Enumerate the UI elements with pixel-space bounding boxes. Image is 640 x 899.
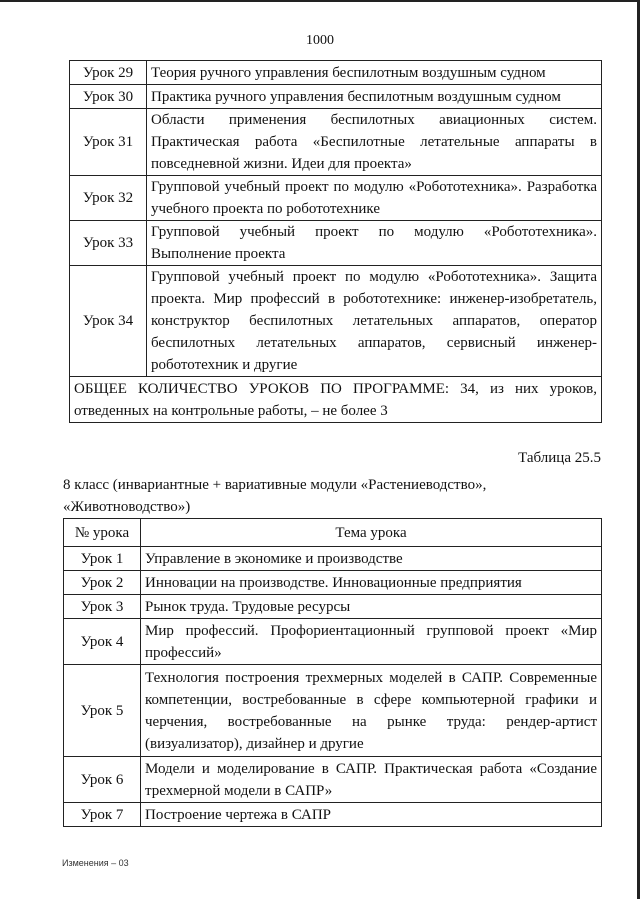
total-lessons-note: ОБЩЕЕ КОЛИЧЕСТВО УРОКОВ ПО ПРОГРАММЕ: 34, из них уроков, отведенных на контрольные работы, – не более 3	[70, 377, 602, 423]
lesson-topic: Модели и моделирование в САПР. Практическая работа «Создание трехмерной модели в САПР»	[141, 757, 602, 803]
lesson-topic: Мир профессий. Профориентационный групповой проект «Мир профессий»	[141, 619, 602, 665]
table-caption: 8 класс (инвариантные + вариативные модули «Растениеводство», «Животноводство»)	[63, 477, 487, 515]
table-footer-row	[70, 377, 602, 423]
lesson-number: Урок 2	[64, 571, 141, 595]
lesson-number: Урок 5	[64, 665, 141, 757]
lesson-topic: Инновации на производстве. Инновационные предприятия	[141, 571, 602, 595]
column-header-number: № урока	[64, 519, 141, 547]
table-row	[70, 61, 602, 85]
lessons-table-continued	[69, 60, 602, 423]
lesson-topic: Области применения беспилотных авиационных систем. Практическая работа «Беспилотные летательные аппараты в повседневной жизни. Идеи для проекта»	[147, 109, 602, 176]
lesson-topic: Рынок труда. Трудовые ресурсы	[141, 595, 602, 619]
table-row	[64, 665, 602, 757]
table-row	[64, 619, 602, 665]
lesson-number: Урок 33	[70, 221, 147, 266]
table-row	[64, 571, 602, 595]
table-row	[64, 803, 602, 827]
lesson-topic: Управление в экономике и производстве	[141, 547, 602, 571]
table-header-row	[64, 519, 602, 547]
table-row	[70, 109, 602, 176]
lesson-topic: Практика ручного управления беспилотным воздушным судном	[147, 85, 602, 109]
lessons-table-grade-8	[63, 518, 602, 827]
table-row	[64, 757, 602, 803]
table-row	[64, 595, 602, 619]
table-row	[70, 85, 602, 109]
page-number: 1000	[306, 33, 334, 48]
table-label: Таблица 25.5	[518, 450, 601, 466]
lesson-number: Урок 7	[64, 803, 141, 827]
lesson-number: Урок 29	[70, 61, 147, 85]
lesson-number: Урок 1	[64, 547, 141, 571]
lesson-number: Урок 4	[64, 619, 141, 665]
lesson-number: Урок 32	[70, 176, 147, 221]
lesson-number: Урок 3	[64, 595, 141, 619]
lesson-number: Урок 30	[70, 85, 147, 109]
revision-note: Изменения – 03	[62, 858, 129, 868]
table-row	[70, 266, 602, 377]
column-header-topic: Тема урока	[141, 519, 602, 547]
lesson-topic: Групповой учебный проект по модулю «Робототехника». Выполнение проекта	[147, 221, 602, 266]
lesson-topic: Технология построения трехмерных моделей в САПР. Современные компетенции, востребованные в сфере компьютерной графики и черчения, востребованные на рынке труда: рендер-артист (визуализатор), дизайнер и другие	[141, 665, 602, 757]
table-row	[64, 547, 602, 571]
page-border-top	[0, 0, 640, 2]
lesson-number: Урок 34	[70, 266, 147, 377]
table-row	[70, 221, 602, 266]
lesson-topic: Теория ручного управления беспилотным воздушным судном	[147, 61, 602, 85]
table-row	[70, 176, 602, 221]
lesson-topic: Групповой учебный проект по модулю «Робототехника». Защита проекта. Мир профессий в робототехнике: инженер-изобретатель, конструктор беспилотных летательных аппаратов, оператор беспилотных летательных аппаратов, сервисный инженер-робототехник и другие	[147, 266, 602, 377]
lesson-topic: Групповой учебный проект по модулю «Робототехника». Разработка учебного проекта по робототехнике	[147, 176, 602, 221]
lesson-number: Урок 6	[64, 757, 141, 803]
lesson-topic: Построение чертежа в САПР	[141, 803, 602, 827]
lesson-number: Урок 31	[70, 109, 147, 176]
